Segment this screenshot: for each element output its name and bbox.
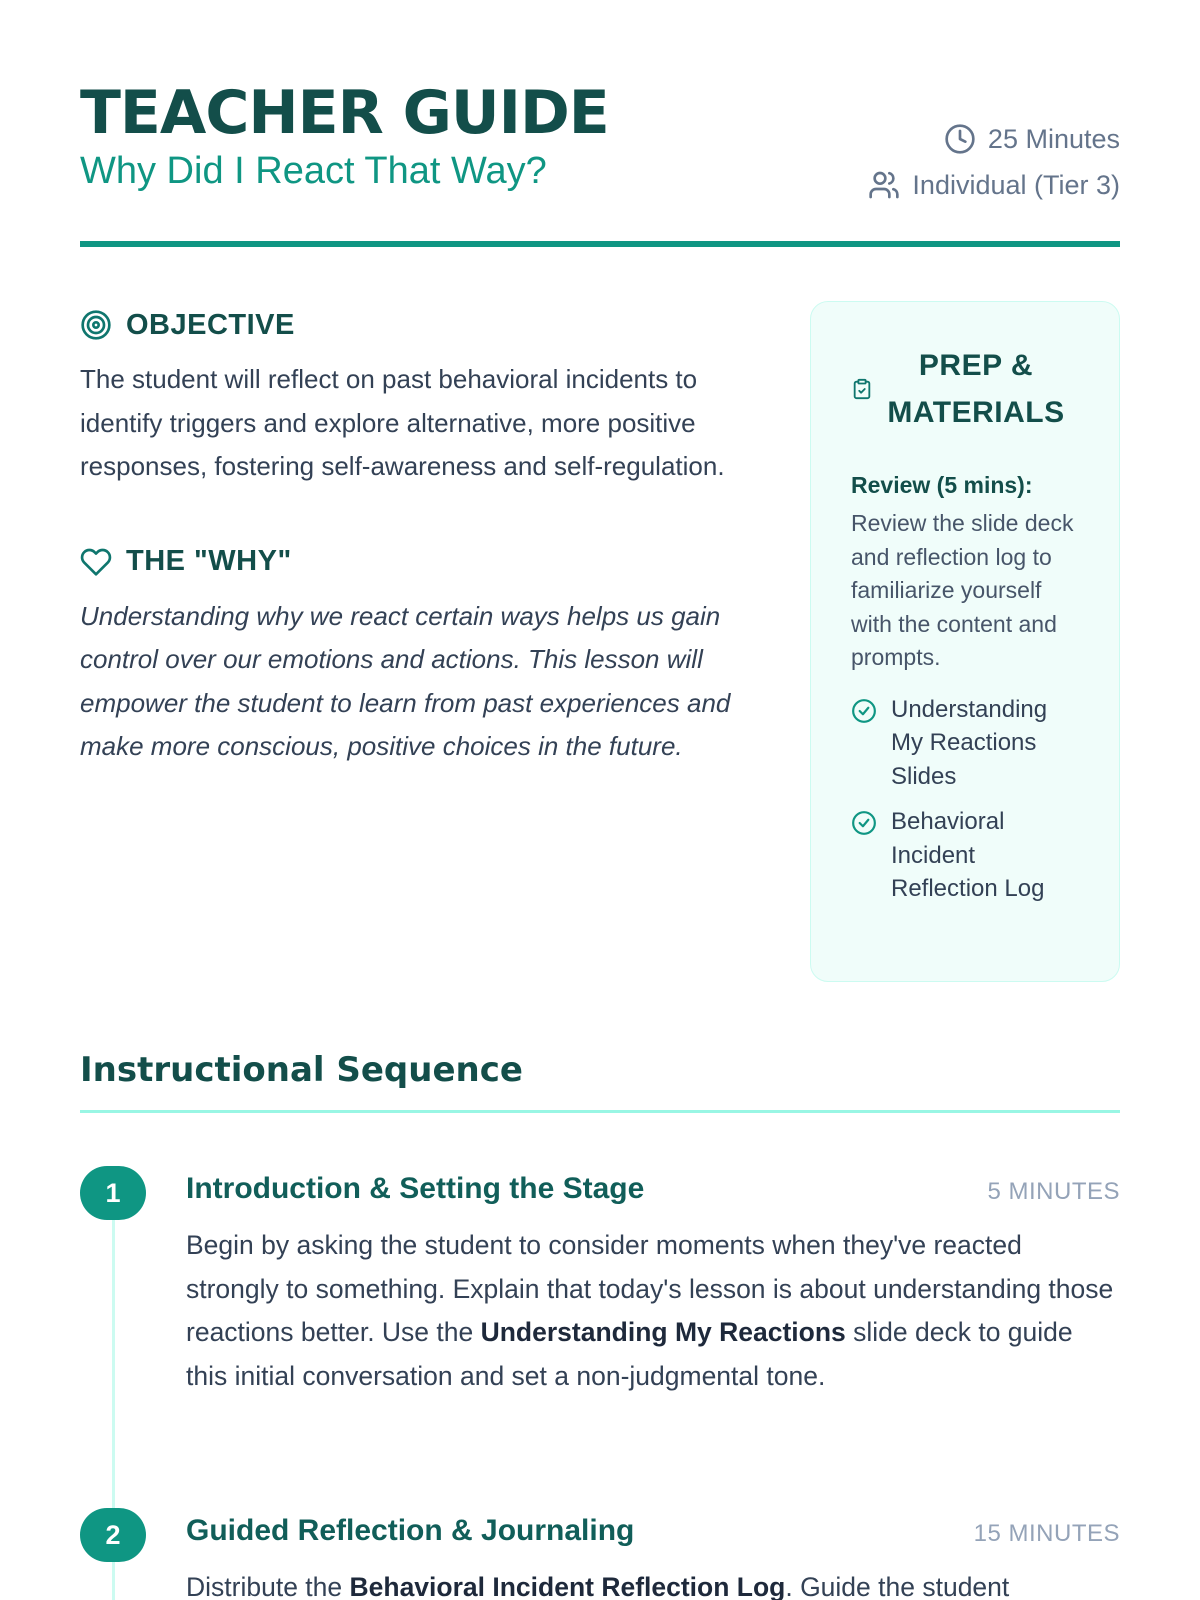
sequence-heading: Instructional Sequence: [80, 1050, 523, 1090]
users-icon: [868, 169, 900, 201]
check-circle-icon: [851, 810, 877, 836]
step-description: [186, 1224, 1120, 1398]
step-text-part: . Guide the student: [785, 1572, 1010, 1600]
why-text: Understanding why we react certain ways helps us gain control over our emotions and actions. This lesson will empower the student to learn from past experiences and make more conscious, positive choices in the future.: [80, 600, 731, 761]
heart-icon: [80, 546, 112, 578]
prep-materials-card: [810, 301, 1120, 982]
left-column: [80, 300, 740, 769]
check-circle-icon: [851, 698, 877, 724]
grouping-text: Individual (Tier 3): [912, 169, 1120, 200]
grouping-row: [868, 162, 1120, 208]
review-text: Review the slide deck and reflection log to familiarize yourself with the content and prompts.: [851, 510, 1074, 670]
prep-title-row: [851, 342, 1079, 436]
step-description: [186, 1566, 1120, 1600]
step-title: Guided Reflection & Journaling: [186, 1514, 635, 1547]
material-item: [851, 805, 1079, 906]
step-material-reference: Understanding My Reactions: [480, 1317, 846, 1347]
step-duration: 15 MINUTES: [973, 1520, 1120, 1547]
header: [80, 0, 1120, 248]
prep-title: PREP & MATERIALS: [887, 349, 1065, 429]
objective-text: The student will reflect on past behavioral incidents to identify triggers and explore alternative, more positive responses, fostering self-awareness and self-regulation.: [80, 364, 725, 481]
material-item: [851, 693, 1079, 794]
step-text-part: slide deck to guide this initial conversation and set a non-judgmental tone.: [186, 1317, 1073, 1391]
objective-heading: [80, 300, 740, 350]
clock-icon: [944, 123, 976, 155]
lesson-meta: [868, 116, 1120, 208]
objective-heading-text: OBJECTIVE: [126, 308, 295, 341]
material-label: Behavioral Incident Reflection Log: [891, 808, 1045, 902]
lesson-subtitle: Why Did I React That Way?: [80, 150, 547, 192]
sequence-divider: [80, 1110, 1120, 1113]
duration-row: [868, 116, 1120, 162]
material-label: Understanding My Reactions Slides: [891, 695, 1048, 790]
step-number-badge: 2: [80, 1508, 146, 1562]
target-icon: [80, 309, 112, 341]
step-number-badge: 1: [80, 1166, 146, 1220]
page-title: TEACHER GUIDE: [80, 78, 609, 148]
step-connector-line: [112, 1562, 115, 1600]
step-connector-line: [112, 1220, 115, 1518]
step-text-part: Begin by asking the student to consider moments when they've reacted strongly to something. Explain that today's lesson is about understanding those reactions better. Use the: [186, 1230, 1114, 1347]
step-duration: 5 MINUTES: [987, 1178, 1120, 1205]
why-heading-text: THE "WHY": [126, 545, 292, 577]
step-material-reference: Behavioral Incident Reflection Log: [349, 1572, 786, 1600]
review-label: Review (5 mins):: [851, 472, 1033, 498]
materials-list: [851, 693, 1079, 906]
step-title: Introduction & Setting the Stage: [186, 1172, 645, 1205]
clipboard-check-icon: [851, 378, 873, 400]
header-divider: [80, 241, 1120, 247]
duration-text: 25 Minutes: [987, 123, 1120, 154]
why-heading: [80, 537, 740, 587]
step-text-part: Distribute the: [186, 1572, 350, 1600]
